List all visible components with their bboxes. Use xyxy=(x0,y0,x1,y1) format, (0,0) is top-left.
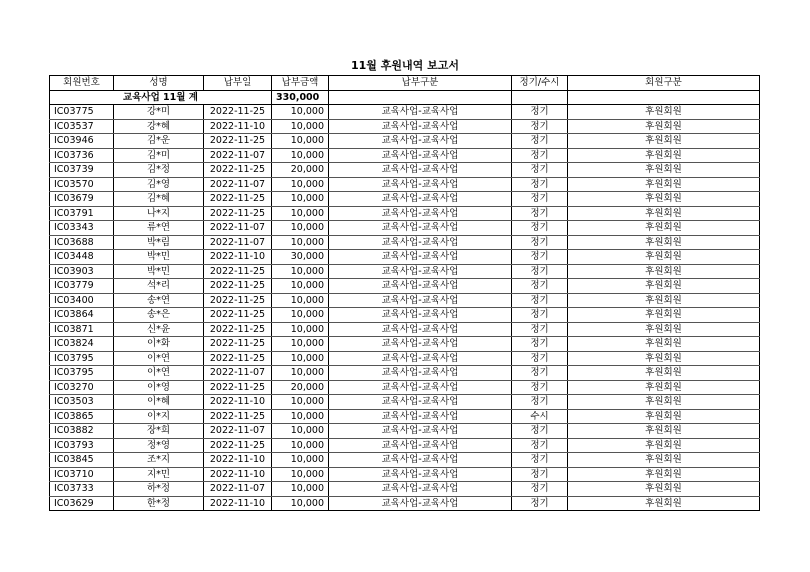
name-cell: 박*림 xyxy=(114,235,204,250)
table-row xyxy=(50,337,760,352)
payment-date-cell: 2022-11-25 xyxy=(204,206,272,221)
member-type-cell: 후원회원 xyxy=(568,221,760,236)
member-type-cell: 후원회원 xyxy=(568,424,760,439)
table-row xyxy=(50,395,760,410)
payment-date-cell: 2022-11-25 xyxy=(204,279,272,294)
amount-cell: 10,000 xyxy=(272,279,329,294)
member-type-cell: 후원회원 xyxy=(568,308,760,323)
table-row xyxy=(50,105,760,120)
amount-cell: 10,000 xyxy=(272,134,329,149)
table-row xyxy=(50,380,760,395)
amount-cell: 10,000 xyxy=(272,424,329,439)
amount-cell: 10,000 xyxy=(272,235,329,250)
member-type-cell: 후원회원 xyxy=(568,250,760,265)
name-cell: 김*혜 xyxy=(114,192,204,207)
payment-date-cell: 2022-11-07 xyxy=(204,424,272,439)
payment-type-cell: 교육사업-교육사업 xyxy=(329,279,512,294)
amount-cell: 10,000 xyxy=(272,366,329,381)
payment-date-cell: 2022-11-10 xyxy=(204,119,272,134)
payment-type-cell: 교육사업-교육사업 xyxy=(329,482,512,497)
frequency-cell: 정기 xyxy=(512,235,568,250)
frequency-cell: 정기 xyxy=(512,308,568,323)
member-id-cell: IC03779 xyxy=(50,279,114,294)
frequency-cell: 정기 xyxy=(512,148,568,163)
amount-cell: 10,000 xyxy=(272,409,329,424)
payment-type-cell: 교육사업-교육사업 xyxy=(329,148,512,163)
name-cell: 김*미 xyxy=(114,148,204,163)
frequency-cell: 정기 xyxy=(512,206,568,221)
frequency-cell: 정기 xyxy=(512,221,568,236)
col-header-amount: 납부금액 xyxy=(272,76,329,91)
amount-cell: 10,000 xyxy=(272,177,329,192)
col-header-member-id: 회원번호 xyxy=(50,76,114,91)
payment-date-cell: 2022-11-25 xyxy=(204,192,272,207)
payment-type-cell: 교육사업-교육사업 xyxy=(329,467,512,482)
name-cell: 조*지 xyxy=(114,453,204,468)
payment-date-cell: 2022-11-25 xyxy=(204,163,272,178)
name-cell: 이*연 xyxy=(114,366,204,381)
col-header-name: 성명 xyxy=(114,76,204,91)
name-cell: 이*영 xyxy=(114,380,204,395)
member-type-cell: 후원회원 xyxy=(568,409,760,424)
member-id-cell: IC03400 xyxy=(50,293,114,308)
table-row xyxy=(50,366,760,381)
name-cell: 장*희 xyxy=(114,424,204,439)
frequency-cell: 정기 xyxy=(512,395,568,410)
member-type-cell: 후원회원 xyxy=(568,380,760,395)
frequency-cell: 정기 xyxy=(512,496,568,511)
name-cell: 김*정 xyxy=(114,163,204,178)
amount-cell: 10,000 xyxy=(272,308,329,323)
member-type-cell: 후원회원 xyxy=(568,119,760,134)
member-id-cell: IC03629 xyxy=(50,496,114,511)
table-row xyxy=(50,424,760,439)
frequency-cell: 수시 xyxy=(512,409,568,424)
amount-cell: 10,000 xyxy=(272,482,329,497)
member-id-cell: IC03688 xyxy=(50,235,114,250)
name-cell: 한*정 xyxy=(114,496,204,511)
name-cell: 하*정 xyxy=(114,482,204,497)
name-cell: 김*영 xyxy=(114,177,204,192)
member-id-cell: IC03903 xyxy=(50,264,114,279)
payment-date-cell: 2022-11-25 xyxy=(204,409,272,424)
member-id-cell: IC03537 xyxy=(50,119,114,134)
table-row xyxy=(50,163,760,178)
name-cell: 류*연 xyxy=(114,221,204,236)
name-cell: 이*혜 xyxy=(114,395,204,410)
col-header-payment-type: 납부구분 xyxy=(329,76,512,91)
member-id-cell: IC03795 xyxy=(50,366,114,381)
member-type-cell: 후원회원 xyxy=(568,351,760,366)
payment-date-cell: 2022-11-07 xyxy=(204,482,272,497)
frequency-cell: 정기 xyxy=(512,366,568,381)
payment-type-cell: 교육사업-교육사업 xyxy=(329,206,512,221)
frequency-cell: 정기 xyxy=(512,250,568,265)
payment-type-cell: 교육사업-교육사업 xyxy=(329,453,512,468)
frequency-cell: 정기 xyxy=(512,264,568,279)
table-row xyxy=(50,177,760,192)
frequency-cell: 정기 xyxy=(512,163,568,178)
table-row xyxy=(50,351,760,366)
frequency-cell: 정기 xyxy=(512,134,568,149)
payment-date-cell: 2022-11-25 xyxy=(204,264,272,279)
payment-date-cell: 2022-11-10 xyxy=(204,453,272,468)
member-id-cell: IC03710 xyxy=(50,467,114,482)
amount-cell: 10,000 xyxy=(272,221,329,236)
payment-type-cell: 교육사업-교육사업 xyxy=(329,322,512,337)
frequency-cell: 정기 xyxy=(512,380,568,395)
member-id-cell: IC03865 xyxy=(50,409,114,424)
member-id-cell: IC03791 xyxy=(50,206,114,221)
member-id-cell: IC03795 xyxy=(50,351,114,366)
member-type-cell: 후원회원 xyxy=(568,148,760,163)
payment-date-cell: 2022-11-10 xyxy=(204,250,272,265)
name-cell: 이*연 xyxy=(114,351,204,366)
table-row xyxy=(50,279,760,294)
member-id-cell: IC03871 xyxy=(50,322,114,337)
amount-cell: 10,000 xyxy=(272,453,329,468)
payment-type-cell: 교육사업-교육사업 xyxy=(329,380,512,395)
table-header-row xyxy=(50,76,760,91)
payment-date-cell: 2022-11-10 xyxy=(204,467,272,482)
amount-cell: 10,000 xyxy=(272,337,329,352)
payment-type-cell: 교육사업-교육사업 xyxy=(329,366,512,381)
payment-type-cell: 교육사업-교육사업 xyxy=(329,119,512,134)
report-title: 11월 후원내역 보고서 xyxy=(351,59,459,72)
payment-type-cell: 교육사업-교육사업 xyxy=(329,250,512,265)
frequency-cell: 정기 xyxy=(512,467,568,482)
payment-type-cell: 교육사업-교육사업 xyxy=(329,177,512,192)
payment-type-cell: 교육사업-교육사업 xyxy=(329,308,512,323)
amount-cell: 10,000 xyxy=(272,467,329,482)
payment-type-cell: 교육사업-교육사업 xyxy=(329,293,512,308)
frequency-cell: 정기 xyxy=(512,482,568,497)
table-row xyxy=(50,148,760,163)
member-type-cell: 후원회원 xyxy=(568,467,760,482)
table-row xyxy=(50,250,760,265)
name-cell: 이*화 xyxy=(114,337,204,352)
payment-date-cell: 2022-11-07 xyxy=(204,177,272,192)
table-row xyxy=(50,221,760,236)
payment-date-cell: 2022-11-07 xyxy=(204,148,272,163)
payment-date-cell: 2022-11-07 xyxy=(204,366,272,381)
member-id-cell: IC03270 xyxy=(50,380,114,395)
name-cell: 정*영 xyxy=(114,438,204,453)
table-row xyxy=(50,192,760,207)
frequency-cell: 정기 xyxy=(512,105,568,120)
name-cell: 신*윤 xyxy=(114,322,204,337)
payment-type-cell: 교육사업-교육사업 xyxy=(329,395,512,410)
summary-empty-cell xyxy=(512,90,568,105)
name-cell: 김*운 xyxy=(114,134,204,149)
name-cell: 박*민 xyxy=(114,264,204,279)
payment-date-cell: 2022-11-25 xyxy=(204,308,272,323)
member-type-cell: 후원회원 xyxy=(568,496,760,511)
table-row xyxy=(50,293,760,308)
member-type-cell: 후원회원 xyxy=(568,206,760,221)
summary-label: 교육사업 11월 계 xyxy=(50,90,272,105)
col-header-payment-date: 납부일 xyxy=(204,76,272,91)
member-id-cell: IC03679 xyxy=(50,192,114,207)
member-id-cell: IC03736 xyxy=(50,148,114,163)
name-cell: 강*미 xyxy=(114,105,204,120)
table-row xyxy=(50,235,760,250)
payment-type-cell: 교육사업-교육사업 xyxy=(329,221,512,236)
payment-date-cell: 2022-11-10 xyxy=(204,395,272,410)
payment-type-cell: 교육사업-교육사업 xyxy=(329,496,512,511)
payment-date-cell: 2022-11-07 xyxy=(204,221,272,236)
amount-cell: 20,000 xyxy=(272,163,329,178)
payment-type-cell: 교육사업-교육사업 xyxy=(329,409,512,424)
member-type-cell: 후원회원 xyxy=(568,279,760,294)
member-id-cell: IC03793 xyxy=(50,438,114,453)
member-type-cell: 후원회원 xyxy=(568,105,760,120)
name-cell: 송*연 xyxy=(114,293,204,308)
payment-type-cell: 교육사업-교육사업 xyxy=(329,105,512,120)
amount-cell: 10,000 xyxy=(272,351,329,366)
table-row xyxy=(50,206,760,221)
summary-empty-cell xyxy=(329,90,512,105)
table-row xyxy=(50,453,760,468)
member-type-cell: 후원회원 xyxy=(568,438,760,453)
payment-date-cell: 2022-11-25 xyxy=(204,337,272,352)
member-type-cell: 후원회원 xyxy=(568,482,760,497)
payment-date-cell: 2022-11-25 xyxy=(204,134,272,149)
frequency-cell: 정기 xyxy=(512,424,568,439)
payment-date-cell: 2022-11-25 xyxy=(204,380,272,395)
member-id-cell: IC03343 xyxy=(50,221,114,236)
frequency-cell: 정기 xyxy=(512,453,568,468)
member-id-cell: IC03882 xyxy=(50,424,114,439)
name-cell: 나*지 xyxy=(114,206,204,221)
member-type-cell: 후원회원 xyxy=(568,264,760,279)
member-type-cell: 후원회원 xyxy=(568,322,760,337)
name-cell: 강*혜 xyxy=(114,119,204,134)
member-id-cell: IC03946 xyxy=(50,134,114,149)
table-row xyxy=(50,134,760,149)
payment-date-cell: 2022-11-25 xyxy=(204,438,272,453)
member-id-cell: IC03845 xyxy=(50,453,114,468)
member-type-cell: 후원회원 xyxy=(568,453,760,468)
name-cell: 송*은 xyxy=(114,308,204,323)
payment-date-cell: 2022-11-25 xyxy=(204,322,272,337)
payment-type-cell: 교육사업-교육사업 xyxy=(329,424,512,439)
payment-type-cell: 교육사업-교육사업 xyxy=(329,235,512,250)
table-row xyxy=(50,438,760,453)
frequency-cell: 정기 xyxy=(512,438,568,453)
frequency-cell: 정기 xyxy=(512,177,568,192)
col-header-member-type: 회원구분 xyxy=(568,76,760,91)
member-type-cell: 후원회원 xyxy=(568,177,760,192)
member-id-cell: IC03570 xyxy=(50,177,114,192)
amount-cell: 10,000 xyxy=(272,438,329,453)
member-id-cell: IC03503 xyxy=(50,395,114,410)
frequency-cell: 정기 xyxy=(512,192,568,207)
payment-type-cell: 교육사업-교육사업 xyxy=(329,163,512,178)
payment-date-cell: 2022-11-25 xyxy=(204,105,272,120)
member-id-cell: IC03824 xyxy=(50,337,114,352)
frequency-cell: 정기 xyxy=(512,322,568,337)
table-row xyxy=(50,482,760,497)
amount-cell: 20,000 xyxy=(272,380,329,395)
frequency-cell: 정기 xyxy=(512,279,568,294)
payment-date-cell: 2022-11-10 xyxy=(204,496,272,511)
member-type-cell: 후원회원 xyxy=(568,395,760,410)
amount-cell: 10,000 xyxy=(272,293,329,308)
amount-cell: 10,000 xyxy=(272,148,329,163)
summary-empty-cell xyxy=(568,90,760,105)
member-type-cell: 후원회원 xyxy=(568,192,760,207)
payment-type-cell: 교육사업-교육사업 xyxy=(329,192,512,207)
name-cell: 석*리 xyxy=(114,279,204,294)
table-row xyxy=(50,264,760,279)
name-cell: 지*민 xyxy=(114,467,204,482)
member-type-cell: 후원회원 xyxy=(568,235,760,250)
amount-cell: 10,000 xyxy=(272,206,329,221)
frequency-cell: 정기 xyxy=(512,351,568,366)
summary-amount: 330,000 xyxy=(272,90,329,105)
payment-date-cell: 2022-11-25 xyxy=(204,351,272,366)
amount-cell: 10,000 xyxy=(272,395,329,410)
member-id-cell: IC03864 xyxy=(50,308,114,323)
name-cell: 박*민 xyxy=(114,250,204,265)
member-id-cell: IC03733 xyxy=(50,482,114,497)
member-type-cell: 후원회원 xyxy=(568,366,760,381)
name-cell: 이*지 xyxy=(114,409,204,424)
member-type-cell: 후원회원 xyxy=(568,134,760,149)
table-row xyxy=(50,496,760,511)
amount-cell: 10,000 xyxy=(272,322,329,337)
member-type-cell: 후원회원 xyxy=(568,163,760,178)
payment-type-cell: 교육사업-교육사업 xyxy=(329,351,512,366)
amount-cell: 10,000 xyxy=(272,119,329,134)
frequency-cell: 정기 xyxy=(512,337,568,352)
amount-cell: 10,000 xyxy=(272,264,329,279)
table-row xyxy=(50,322,760,337)
table-row xyxy=(50,308,760,323)
table-row xyxy=(50,409,760,424)
table-row xyxy=(50,119,760,134)
payment-date-cell: 2022-11-25 xyxy=(204,293,272,308)
amount-cell: 10,000 xyxy=(272,192,329,207)
col-header-frequency: 정기/수시 xyxy=(512,76,568,91)
payment-type-cell: 교육사업-교육사업 xyxy=(329,438,512,453)
table-row xyxy=(50,467,760,482)
member-id-cell: IC03775 xyxy=(50,105,114,120)
payment-type-cell: 교육사업-교육사업 xyxy=(329,337,512,352)
summary-row xyxy=(50,90,760,105)
donation-table xyxy=(49,75,760,511)
member-id-cell: IC03739 xyxy=(50,163,114,178)
payment-date-cell: 2022-11-07 xyxy=(204,235,272,250)
member-type-cell: 후원회원 xyxy=(568,337,760,352)
member-type-cell: 후원회원 xyxy=(568,293,760,308)
frequency-cell: 정기 xyxy=(512,119,568,134)
amount-cell: 10,000 xyxy=(272,496,329,511)
frequency-cell: 정기 xyxy=(512,293,568,308)
amount-cell: 10,000 xyxy=(272,105,329,120)
payment-type-cell: 교육사업-교육사업 xyxy=(329,264,512,279)
payment-type-cell: 교육사업-교육사업 xyxy=(329,134,512,149)
amount-cell: 30,000 xyxy=(272,250,329,265)
member-id-cell: IC03448 xyxy=(50,250,114,265)
